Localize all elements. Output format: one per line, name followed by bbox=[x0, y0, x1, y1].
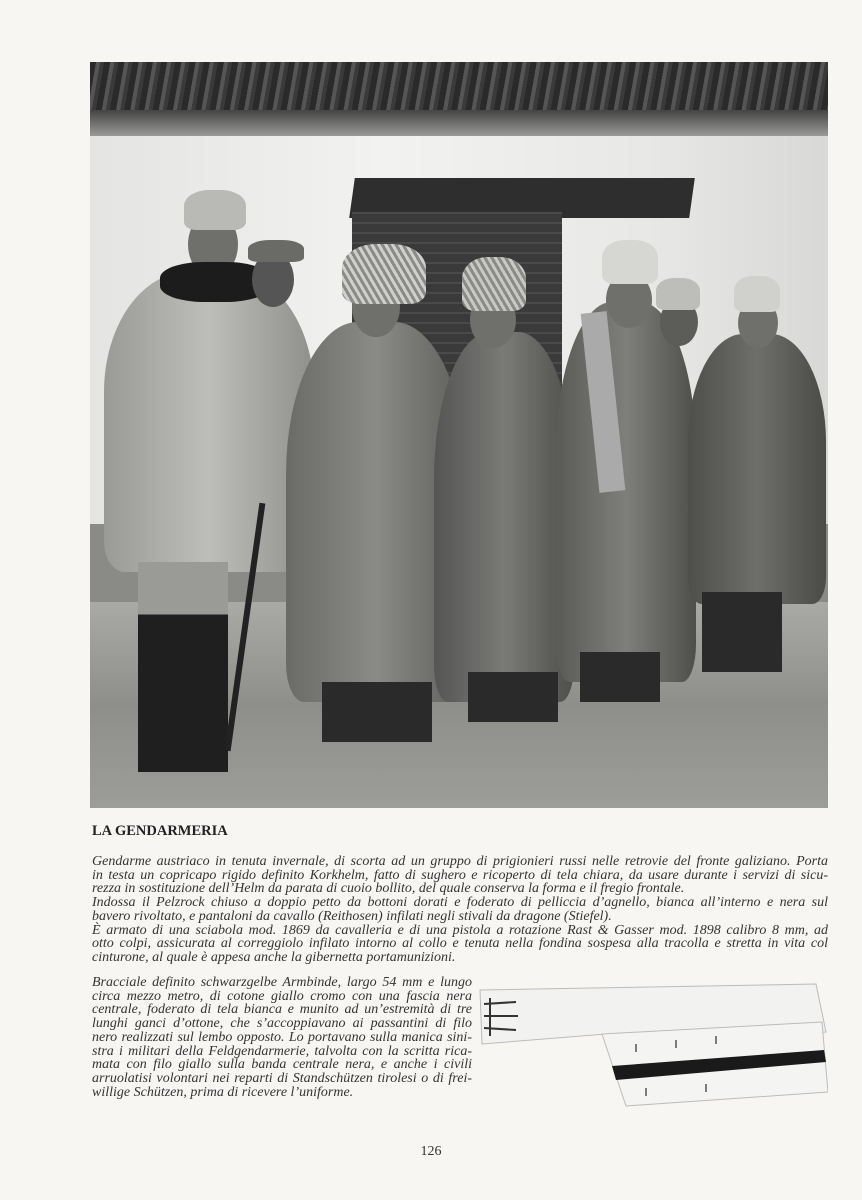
caption-line: in testa un copricapo rigido definito Korkhelm, fatto di sughero e ricoperto di tela chiara, da usare durante i servizi di sicu- bbox=[92, 867, 828, 883]
page-number: 126 bbox=[420, 1144, 442, 1159]
armband-line: circa mezzo metro, di cotone giallo cromo con una fascia nera bbox=[92, 988, 472, 1004]
caption-line: È armato di una sciabola mod. 1869 da cavalleria e di una pistola a rotazione Rast & Gasser mod. 1898 calibro 8 mm, ad bbox=[92, 922, 828, 938]
caption-line: Indossa il Pelzrock chiuso a doppio petto da bottoni dorati e foderato di pelliccia d’agnello, bianca all’interno e nera sul bbox=[92, 895, 828, 911]
armband-line: lunghi ganci d’ottone, che s’accoppiavano ai passantini di filo bbox=[92, 1016, 472, 1032]
caption-line: cinturone, al quale è appesa anche la gibernetta portamunizioni. bbox=[92, 949, 456, 965]
photo-caption bbox=[92, 855, 828, 965]
armband-line: willige Schützen, prima di ricevere l’uniforme. bbox=[92, 1084, 354, 1100]
armband-line: centrale, foderato di tela bianca e munito ad un’estremità di tre bbox=[92, 1002, 472, 1018]
armband-caption bbox=[92, 976, 472, 1099]
caption-line: rezza in sostituzione dell’Helm da parata di cuoio bollito, del quale conserva la forma e il fregio frontale. bbox=[92, 881, 685, 897]
caption-line: bavero rivoltato, e pantaloni da cavallo (Reithosen) infilati negli stivali da dragone (Stiefel). bbox=[92, 908, 612, 924]
armband-line: arruolatisi volontari nei reparti di Standschützen tirolesi o di frei- bbox=[92, 1070, 472, 1086]
armband-line: stra i militari della Feldgendarmerie, talvolta con la scritta rica- bbox=[92, 1043, 472, 1059]
caption-line: Gendarme austriaco in tenuta invernale, di scorta ad un gruppo di prigionieri russi nelle retrovie del fronte galiziano. Porta bbox=[92, 854, 828, 869]
caption-line: otto colpi, assicurata al correggiolo infilato intorno al collo e tenuta nella fondina sospesa alla tracolla e stretta in vita col bbox=[92, 936, 828, 952]
armband-line: nero realizzati sul lembo opposto. Lo portavano sulla manica sini- bbox=[92, 1029, 472, 1045]
historical-photo-gendarme-with-prisoners bbox=[90, 62, 828, 808]
armband-photo bbox=[476, 982, 828, 1108]
armband-line: Bracciale definito schwarzgelbe Armbinde, largo 54 mm e lungo bbox=[92, 975, 472, 990]
armband-line: mata con filo giallo sulla banda centrale nera, e anche i civili bbox=[92, 1057, 472, 1073]
section-title: LA GENDARMERIA bbox=[92, 823, 228, 839]
